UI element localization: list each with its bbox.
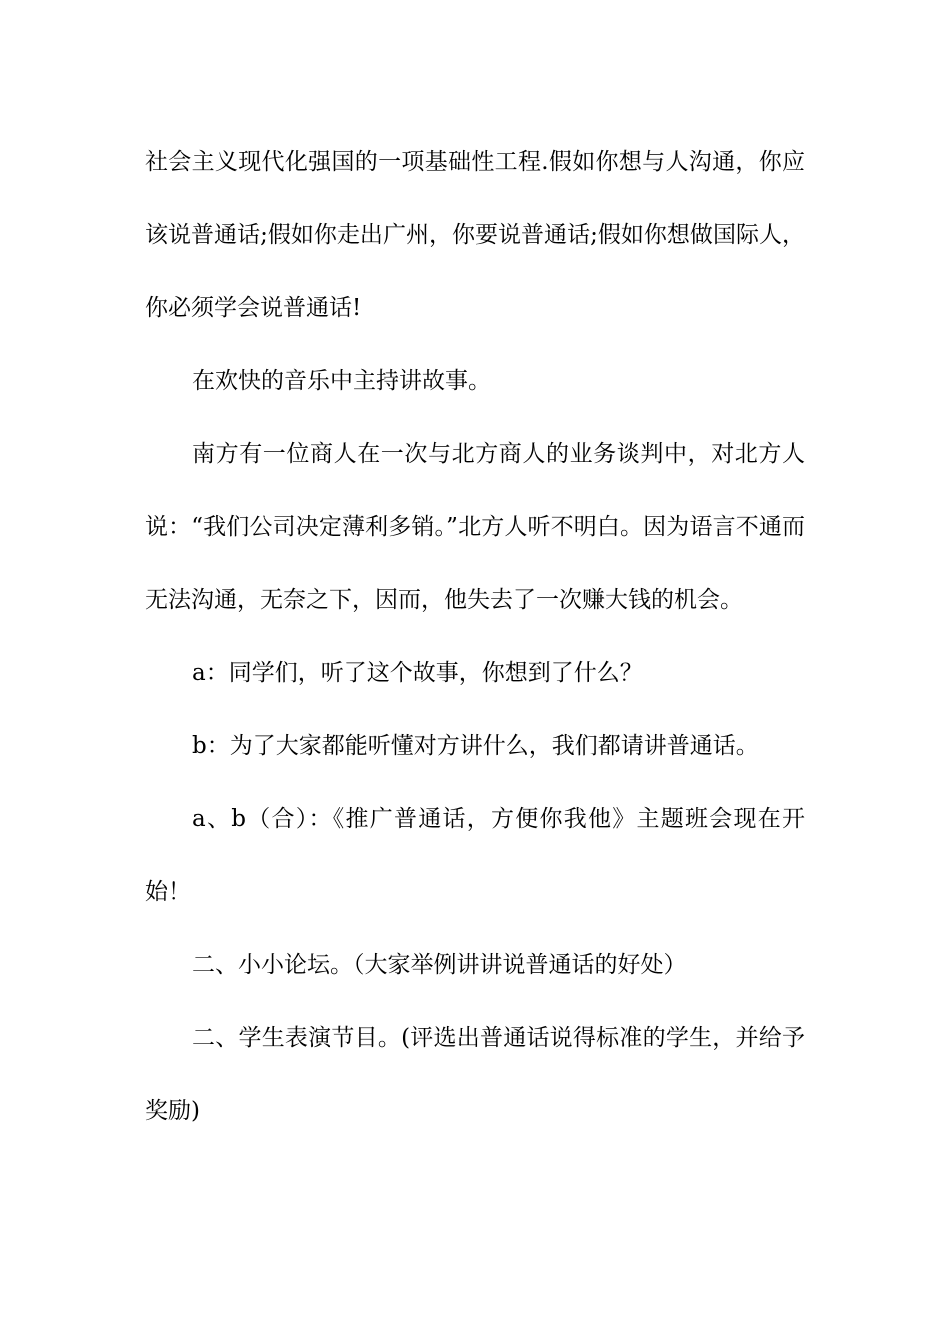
paragraph-2: 在欢快的音乐中主持讲故事。 xyxy=(192,368,491,394)
paragraph-5: b：为了大家都能听懂对方讲什么，我们都请讲普通话。 xyxy=(192,733,759,759)
paragraph-4: a：同学们，听了这个故事，你想到了什么？ xyxy=(192,660,643,686)
paragraph-1: 社会主义现代化强国的一项基础性工程.假如你想与人沟通，你应该说普通话;假如你走出广州，你要说普通话;假如你想做国际人，你必须学会说普通话! xyxy=(145,149,805,321)
paragraph-6: a、b（合）：《推广普通话，方便你我他》主题班会现在开始！ xyxy=(145,806,805,905)
paragraph-8: 二、学生表演节目。(评选出普通话说得标准的学生，并给予奖励) xyxy=(145,1025,805,1124)
paragraph-3: 南方有一位商人在一次与北方商人的业务谈判中，对北方人说：“我们公司决定薄利多销。”北方人听不明白。因为语言不通而无法沟通，无奈之下，因而，他失去了一次赚大钱的机会。 xyxy=(145,441,805,613)
document-body xyxy=(145,126,805,1148)
paragraph-7: 二、小小论坛。（大家举例讲讲说普通话的好处） xyxy=(192,952,687,978)
